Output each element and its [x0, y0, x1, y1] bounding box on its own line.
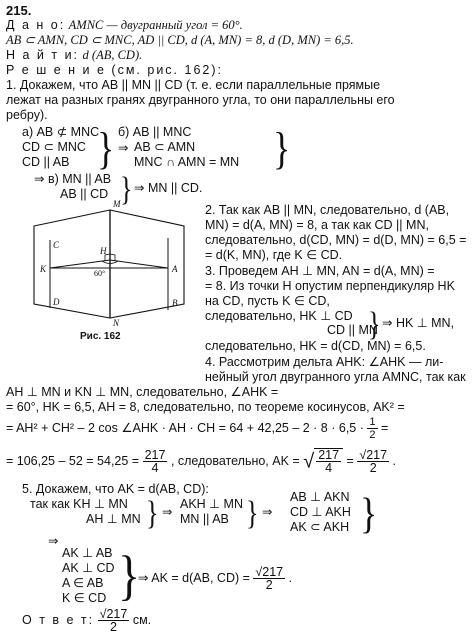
- res-num: √217: [359, 448, 388, 462]
- label-a: A: [172, 264, 178, 274]
- brace-icon: }: [118, 544, 141, 606]
- implies-icon: ⇒: [162, 504, 173, 519]
- label-k: K: [40, 264, 47, 274]
- label-c: C: [53, 240, 60, 250]
- find-value: d (AB, CD).: [82, 48, 143, 62]
- step3-cond1: следовательно, HK ⊥ CD: [205, 309, 353, 323]
- step5-right-3: AK ⊂ AKH: [290, 520, 350, 534]
- step3-final: следовательно, HK = d(CD, MN) = 6,5.: [205, 339, 426, 353]
- step1-a-1: а) AB ⊄ MNC: [22, 125, 100, 139]
- answer-label: О т в е т:: [22, 612, 95, 627]
- step5-right-1: AB ⊥ AKN: [290, 490, 350, 504]
- answer-line: [22, 608, 151, 633]
- step2-line3: следовательно, d(CD, MN) = d(D, MN) = 6,5 =: [205, 233, 467, 247]
- given-label: Д а н о:: [6, 18, 66, 32]
- step3-result: ⇒ HK ⊥ MN,: [382, 316, 455, 330]
- sqrt-num: 217: [318, 448, 340, 462]
- step4-line1: 4. Рассмотрим дельта AHK: ∠AHK — ли-: [205, 355, 444, 369]
- half-den: 2: [369, 429, 376, 441]
- frac-den: 4: [151, 461, 159, 475]
- find-line: [6, 48, 142, 62]
- step4-eq: =: [346, 453, 354, 468]
- step4-line5: [6, 416, 388, 441]
- brace-icon: }: [146, 494, 159, 532]
- step4-end: .: [392, 453, 397, 468]
- step4-line6: [6, 448, 396, 474]
- answer-den: 2: [110, 620, 117, 634]
- sqrt-den: 4: [325, 461, 333, 475]
- step4-line6b: , следовательно, AK =: [170, 453, 300, 468]
- step2-line2: MN) = d(A, MN) = 8, а так как CD || MN,: [205, 218, 429, 232]
- implies-icon: ⇒: [118, 140, 129, 155]
- conclusion-fraction: [253, 566, 285, 591]
- step3-line1: 3. Проведем AH ⊥ MN, AN = d(A, MN) =: [205, 264, 435, 278]
- segment-ha: [110, 260, 168, 268]
- half-num: 1: [369, 416, 376, 428]
- answer-unit: см.: [132, 612, 152, 627]
- label-m: M: [113, 199, 121, 209]
- label-d: D: [53, 297, 60, 307]
- sqrt-icon: √: [303, 450, 315, 473]
- figure-162: [28, 199, 203, 328]
- step3-line3: на CD, пусть K ∈ CD,: [205, 294, 330, 308]
- answer-num: √217: [99, 607, 128, 621]
- step1-b-1: б) AB || MNC: [118, 125, 192, 139]
- step4-line6a: = 106,25 – 52 = 54,25 =: [6, 453, 140, 468]
- step5-conclusion: [138, 566, 292, 591]
- answer-fraction: [98, 608, 130, 633]
- step5-bottom-4: K ∈ CD: [62, 591, 107, 605]
- step3-cond2: CD || MN: [327, 323, 378, 337]
- step5-header: 5. Докажем, что AK = d(AB, CD):: [22, 482, 209, 496]
- step1-line3: ребру).: [6, 108, 48, 122]
- step5-mid-1: AKH ⊥ MN: [180, 497, 243, 511]
- figure-caption: Рис. 162: [80, 331, 121, 342]
- step1-line1: 1. Докажем, что AB || MN || CD (т. е. если параллельные прямые: [6, 78, 381, 92]
- step2-line1: 2. Так как AB || MN, следовательно, d (AB,: [205, 203, 450, 217]
- step5-bottom-2: AK ⊥ CD: [62, 561, 115, 575]
- step1-line2: лежат на разных гранях двугранного угла, то они параллельны его: [6, 93, 395, 107]
- conclusion-end: .: [288, 570, 293, 585]
- res-den: 2: [369, 461, 377, 475]
- brace-icon: }: [273, 123, 291, 174]
- frac-num: 217: [144, 448, 166, 462]
- label-h: H: [100, 246, 107, 256]
- label-angle: 60°: [94, 269, 106, 278]
- conclusion-text: ⇒ AK = d(AB, CD) =: [138, 570, 250, 585]
- step1-a-3: CD || AB: [22, 155, 70, 169]
- given-line2: AB ⊂ AMN, CD ⊂ MNC, AD || CD, d (A, MN) = 8, d (D, MN) = 6,5.: [6, 33, 354, 47]
- solution-header: Р е ш е н и е (см. рис. 162):: [6, 63, 223, 77]
- step5-mid-2: MN || AB: [180, 512, 229, 526]
- brace-icon: }: [97, 123, 115, 174]
- step5-left-2: AH ⊥ MN: [86, 512, 141, 526]
- step5-left-1: так как KH ⊥ MN: [30, 497, 128, 511]
- step3-line2: = 8. Из точки H опустим перпендикуляр HK: [205, 279, 455, 293]
- brace-icon: }: [368, 305, 381, 343]
- step1-a-2: CD ⊂ MNC: [22, 140, 86, 154]
- fraction-half: [367, 416, 377, 441]
- step5-bottom-1: AK ⊥ AB: [62, 546, 113, 560]
- step4-line2: нейный угол двугранного угла AMNC, так как: [205, 370, 466, 384]
- problem-number: 215.: [6, 3, 32, 18]
- given-text1: AMNC — двугранный угол = 60°.: [68, 18, 243, 32]
- label-n: N: [113, 318, 120, 328]
- find-label: Н а й т и:: [6, 48, 80, 62]
- conclusion-den: 2: [265, 578, 273, 592]
- given-line1: [6, 18, 243, 32]
- segment-hk: [50, 260, 110, 268]
- step2-line4: = d(K, MN), где K ∈ CD.: [205, 248, 343, 262]
- brace-icon: }: [120, 170, 133, 208]
- step1-v-1: ⇒ в) MN || AB: [34, 172, 112, 186]
- step4-line4: = 60°, HK = 6,5, AH = 8, следовательно, по теореме косинусов, AK² =: [6, 400, 405, 414]
- fraction-217-4: [143, 449, 168, 474]
- implies-icon: ⇒: [262, 504, 273, 519]
- sqrt-radicand: [314, 448, 343, 474]
- brace-icon: }: [360, 489, 378, 538]
- brace-icon: }: [246, 494, 259, 532]
- label-b: B: [172, 298, 178, 308]
- step4-line3: AH ⊥ MN и KN ⊥ MN, следовательно, ∠AHK =: [6, 385, 279, 399]
- step5-bottom-3: A ∈ AB: [62, 576, 104, 590]
- conclusion-num: √217: [255, 565, 284, 579]
- implies-icon: ⇒: [48, 533, 59, 548]
- step1-v-2: AB || CD: [60, 187, 109, 201]
- step1-b-3: MNC ∩ AMN = MN: [134, 155, 240, 169]
- step4-tail: =: [380, 420, 389, 435]
- fraction-result: [357, 449, 389, 474]
- step1-b-2: AB ⊂ AMN: [134, 140, 196, 154]
- step5-right-2: CD ⊥ AKH: [290, 505, 351, 519]
- step4-line5-text: = AH² + CH² – 2 cos ∠AHK · AH · CH = 64 + 42,25 – 2 · 8 · 6,5 ·: [6, 420, 364, 435]
- step1-v-result: ⇒ MN || CD.: [134, 181, 203, 195]
